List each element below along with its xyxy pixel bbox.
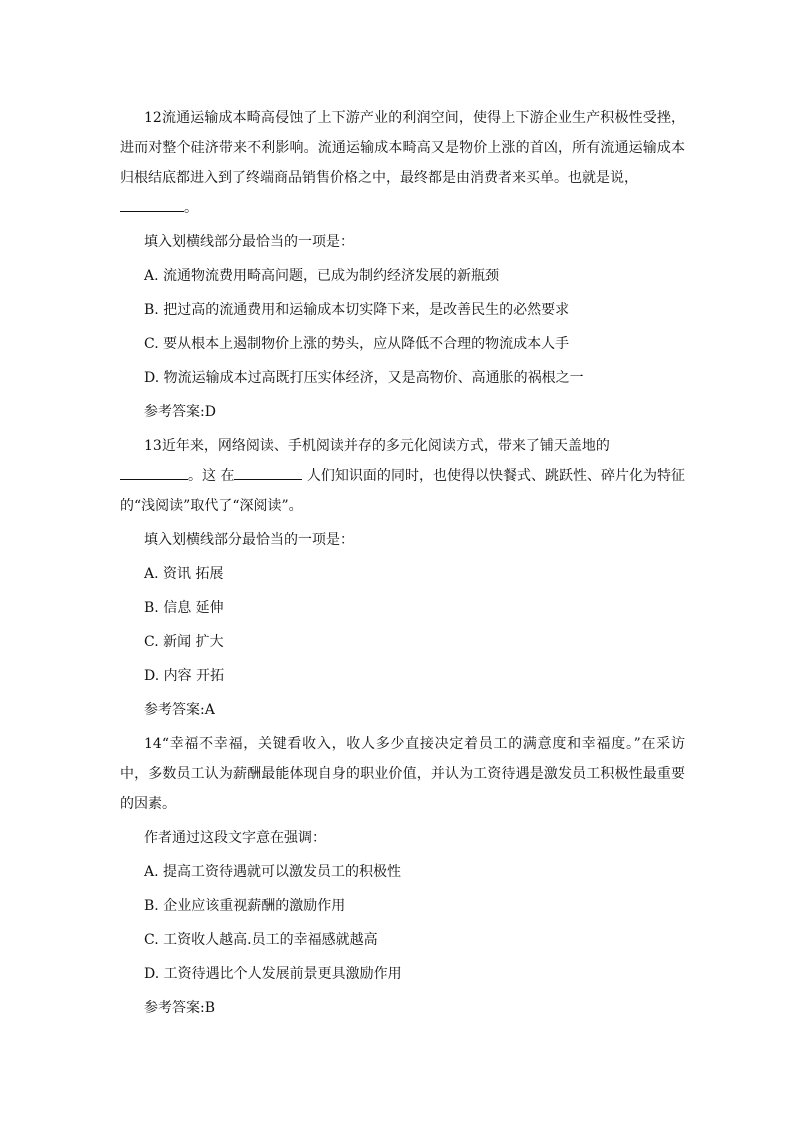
option-c: C. 新闻 扩大: [144, 634, 224, 650]
question-stem-end: 。: [184, 200, 198, 216]
question-stem-text: 13近年来，网络阅读、手机阅读并存的多元化阅读方式，带来了铺天盖地的: [144, 438, 610, 454]
question-13: [120, 431, 685, 725]
option-a: A. 提高工资待遇就可以激发员工的积极性: [144, 864, 402, 880]
option-a: A. 资讯 拓展: [144, 566, 224, 582]
document-content: [120, 103, 685, 1027]
question-12: [120, 103, 685, 427]
option-a: A. 流通物流费用畸高问题，已成为制约经济发展的新瓶颈: [144, 268, 500, 284]
question-prompt: 填入划横线部分最恰当的一项是：: [144, 234, 354, 250]
option-c: C. 工资收人越高.员工的幸福感就越高: [144, 932, 378, 948]
answer-blank: [120, 465, 188, 480]
option-d: D. 内容 开拓: [144, 668, 225, 684]
question-stem: 14“幸福不幸福，关键看收入，收人多少直接决定着员工的满意度和幸福度。”在采访中，多数员工认为薪酬最能体现自身的职业价值，并认为工资待遇是激发员工积极性最重要的因素。: [120, 736, 685, 812]
option-b: B. 企业应该重视薪酬的激励作用: [144, 898, 346, 914]
question-prompt: 作者通过这段文字意在强调：: [144, 830, 326, 846]
question-prompt: 填入划横线部分最恰当的一项是：: [144, 532, 354, 548]
reference-answer: 参考答案:D: [144, 404, 216, 420]
question-14: [120, 729, 685, 1023]
option-d: D. 工资待遇比个人发展前景更具激励作用: [144, 966, 402, 982]
option-b: B. 把过高的流通费用和运输成本切实降下来，是改善民生的必然要求: [144, 302, 570, 318]
question-stem: [120, 103, 685, 223]
option-b: B. 信息 延伸: [144, 600, 224, 616]
question-stem-text: 12流通运输成本畸高侵蚀了上下游产业的利润空间，使得上下游企业生产积极性受挫，进而对整个硅济带来不利影响。流通运输成本畸高又是物价上涨的首凶，所有流通运输成本归根结底都进入到了终端商品销售价格之中，最终都是由消费者来买单。也就是说，: [120, 110, 685, 186]
answer-blank: [234, 465, 302, 480]
question-stem-text: 。这 在: [188, 468, 235, 484]
question-stem: [120, 431, 685, 521]
question-stem-text: 人们知识面的同时，也使得以快餐式、跳跃性、碎片化为特征的“浅阅读”取代了“深阅读”。: [120, 468, 685, 514]
answer-blank: [120, 197, 184, 212]
reference-answer: 参考答案:A: [144, 702, 215, 718]
option-d: D. 物流运输成本过高既打压实体经济，又是高物价、高通胀的祸根之一: [144, 370, 584, 386]
option-c: C. 要从根本上遏制物价上涨的势头，应从降低不合理的物流成本人手: [144, 336, 570, 352]
reference-answer: 参考答案:B: [144, 1000, 216, 1016]
